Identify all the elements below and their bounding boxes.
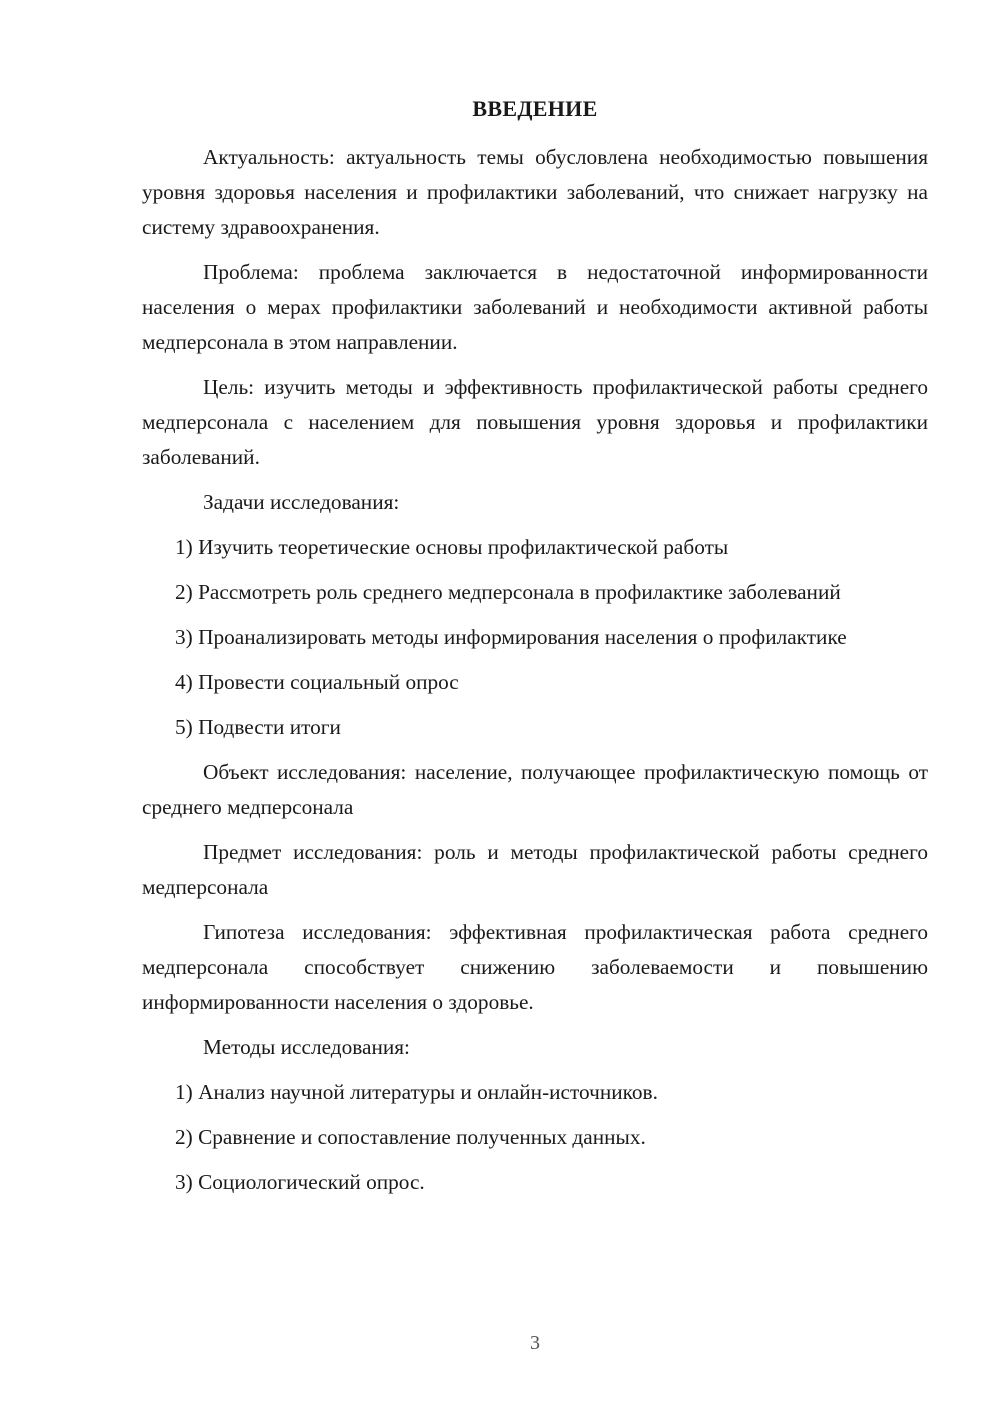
page-number: 3: [530, 1332, 540, 1354]
paragraph-relevance: Актуальность: актуальность темы обусловлена необходимостью повышения уровня здоровья населения и профилактики заболеваний, что снижает нагрузку на систему здравоохранения.: [142, 145, 928, 239]
method-item: 1) Анализ научной литературы и онлайн-источников.: [175, 1080, 658, 1104]
methods-heading: Методы исследования:: [203, 1035, 410, 1059]
paragraph-hypothesis: Гипотеза исследования: эффективная профилактическая работа среднего медперсонала способствует снижению заболеваемости и повышению информированности населения о здоровье.: [142, 920, 928, 1014]
paragraph-goal: Цель: изучить методы и эффективность профилактической работы среднего медперсонала с населением для повышения уровня здоровья и профилактики заболеваний.: [142, 375, 928, 469]
document-page: [142, 0, 928, 1414]
task-item: 5) Подвести итоги: [175, 715, 341, 739]
method-item: 3) Социологический опрос.: [175, 1170, 425, 1194]
paragraph-subject: Предмет исследования: роль и методы профилактической работы среднего медперсонала: [142, 840, 928, 899]
paragraph-problem: Проблема: проблема заключается в недостаточной информированности населения о мерах профилактики заболеваний и необходимости активной работы медперсонала в этом направлении.: [142, 260, 928, 354]
method-item: 2) Сравнение и сопоставление полученных данных.: [175, 1125, 646, 1149]
task-item: 2) Рассмотреть роль среднего медперсонала в профилактике заболеваний: [175, 580, 841, 604]
task-item: 1) Изучить теоретические основы профилактической работы: [175, 535, 729, 559]
paragraph-object: Объект исследования: население, получающее профилактическую помощь от среднего медперсонала: [142, 760, 928, 819]
page-title: ВВЕДЕНИЕ: [472, 96, 598, 121]
tasks-heading: Задачи исследования:: [203, 490, 400, 514]
task-item: 3) Проанализировать методы информирования населения о профилактике: [175, 625, 847, 649]
document-body: [142, 140, 928, 1210]
task-item: 4) Провести социальный опрос: [175, 670, 459, 694]
